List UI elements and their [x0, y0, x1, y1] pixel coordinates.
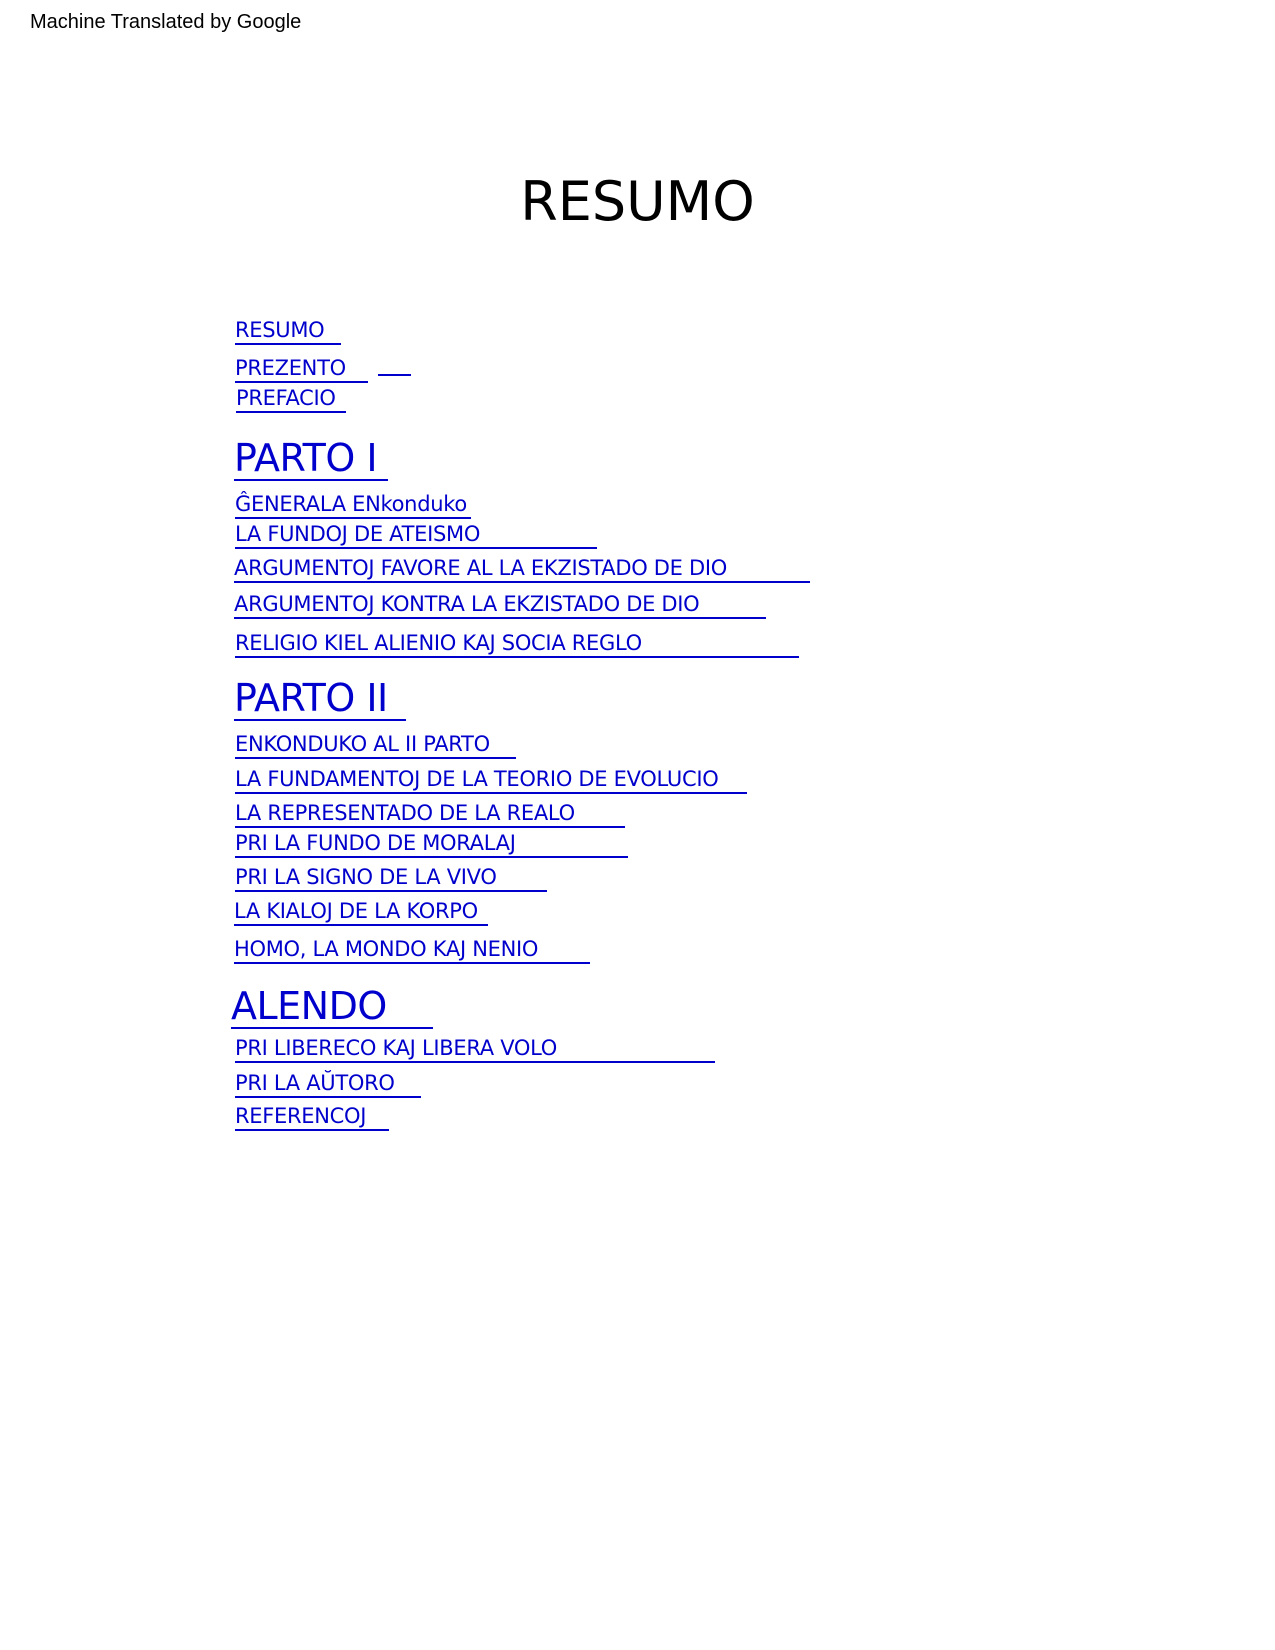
toc-link-generala-enkonduko[interactable]: ĜENERALA ENkonduko — [235, 494, 471, 519]
page-title: RESUMO — [520, 170, 755, 233]
toc-link-referencoj[interactable]: REFERENCOJ — [235, 1106, 389, 1131]
toc-link-la-fundoj-de-ateismo[interactable]: LA FUNDOJ DE ATEISMO — [235, 524, 597, 549]
toc-link-homo-la-mondo[interactable]: HOMO, LA MONDO KAJ NENIO — [234, 939, 590, 964]
toc-link-prefacio[interactable]: PREFACIO — [236, 388, 346, 413]
toc-link-fundamentoj-teorio-evolucio[interactable]: LA FUNDAMENTOJ DE LA TEORIO DE EVOLUCIO — [235, 769, 747, 794]
toc-link-parto-i[interactable]: PARTO I — [234, 439, 388, 481]
toc-link-libereco-kaj-libera-volo[interactable]: PRI LIBERECO KAJ LIBERA VOLO — [235, 1038, 715, 1063]
toc-link-parto-ii[interactable]: PARTO II — [234, 679, 406, 721]
toc-link-signo-de-la-vivo[interactable]: PRI LA SIGNO DE LA VIVO — [235, 867, 547, 892]
toc-link-religio-kiel-alienio[interactable]: RELIGIO KIEL ALIENIO KAJ SOCIA REGLO — [235, 633, 799, 658]
toc-link-representado-de-la-realo[interactable]: LA REPRESENTADO DE LA REALO — [235, 803, 625, 828]
toc-link-prezento[interactable]: PREZENTO — [235, 358, 368, 383]
toc-link-fundo-de-moralaj[interactable]: PRI LA FUNDO DE MORALAJ — [235, 833, 628, 858]
toc-link-enkonduko-al-ii-parto[interactable]: ENKONDUKO AL II PARTO — [235, 734, 516, 759]
toc-link-alendo[interactable]: ALENDO — [231, 987, 433, 1029]
toc-underline-fragment — [378, 374, 411, 376]
toc-link-pri-la-autoro[interactable]: PRI LA AŬTORO — [235, 1073, 421, 1098]
toc-link-resumo[interactable]: RESUMO — [235, 320, 341, 345]
toc-link-argumentoj-kontra[interactable]: ARGUMENTOJ KONTRA LA EKZISTADO DE DIO — [234, 594, 766, 619]
toc-link-kialoj-de-la-korpo[interactable]: LA KIALOJ DE LA KORPO — [234, 901, 488, 926]
toc-link-argumentoj-favore[interactable]: ARGUMENTOJ FAVORE AL LA EKZISTADO DE DIO — [234, 558, 810, 583]
machine-translation-banner: Machine Translated by Google — [30, 11, 302, 33]
